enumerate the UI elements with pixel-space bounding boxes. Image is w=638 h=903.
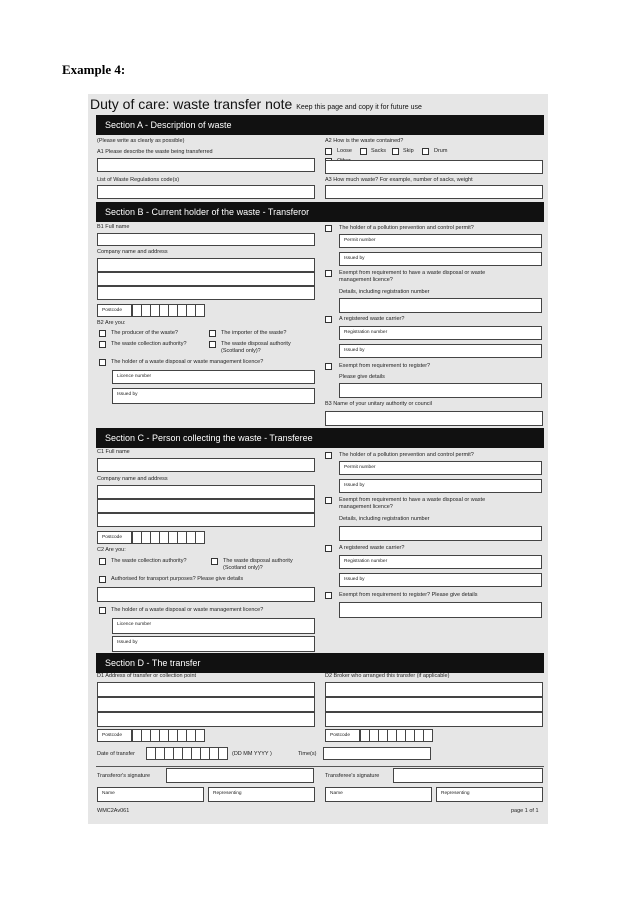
transferor-name-sign-field[interactable] bbox=[97, 787, 204, 802]
transferor-representing-field[interactable] bbox=[208, 787, 315, 802]
transferee-name-sign-field[interactable] bbox=[325, 787, 432, 802]
other-container-field[interactable] bbox=[325, 160, 543, 174]
transferor-name-field[interactable] bbox=[97, 233, 315, 246]
c1-label: C1 Full name bbox=[97, 449, 130, 455]
transfer-address-line-2[interactable] bbox=[97, 697, 315, 712]
registration-number-label: Registration number bbox=[344, 559, 388, 564]
c-licence-holder-checkbox[interactable] bbox=[99, 607, 106, 614]
c-exempt-licence-label-2: management licence? bbox=[339, 504, 393, 510]
transferee-address-line-2[interactable] bbox=[97, 499, 315, 513]
postcode-label: Postcode bbox=[330, 733, 351, 738]
example-heading: Example 4: bbox=[62, 62, 126, 77]
date-of-transfer-cells[interactable] bbox=[146, 747, 228, 760]
c-exempt-details-label: Details, including registration number bbox=[339, 516, 430, 522]
d1-label: D1 Address of transfer or collection point bbox=[97, 673, 197, 679]
c-collection-authority-label: The waste collection authority? bbox=[111, 558, 187, 564]
permit-number-field[interactable] bbox=[339, 234, 542, 248]
give-details-label: Please give details bbox=[339, 374, 385, 380]
disposal-authority-note: (Scotland only)? bbox=[221, 348, 261, 354]
sacks-label: Sacks bbox=[371, 148, 386, 154]
c-registered-carrier-label: A registered waste carrier? bbox=[339, 545, 405, 551]
c-disposal-authority-checkbox[interactable] bbox=[211, 558, 218, 565]
licence-issued-by-field[interactable] bbox=[112, 388, 315, 404]
transferee-name-field[interactable] bbox=[97, 458, 315, 472]
transport-checkbox[interactable] bbox=[99, 576, 106, 583]
transfer-address-line-3[interactable] bbox=[97, 712, 315, 727]
c-registration-issued-by-field[interactable] bbox=[339, 573, 542, 587]
a3-label: A3 How much waste? For example, number of sacks, weight bbox=[325, 177, 473, 183]
broker-line-1[interactable] bbox=[325, 682, 543, 697]
postcode-label: Postcode bbox=[102, 308, 123, 313]
postcode-label: Postcode bbox=[102, 535, 123, 540]
exempt-register-label: Exempt from requirement to register? bbox=[339, 363, 431, 369]
permit-number-label: Permit number bbox=[344, 465, 376, 470]
skip-checkbox[interactable] bbox=[392, 148, 399, 155]
section-c-header: Section C - Person collecting the waste - Transferee bbox=[96, 428, 544, 448]
c-ppc-permit-label: The holder of a pollution prevention and control permit? bbox=[339, 452, 474, 458]
permit-number-label: Permit number bbox=[344, 238, 376, 243]
c-disposal-authority-label: The waste disposal authority bbox=[223, 558, 293, 564]
representing-label: Representing bbox=[441, 791, 470, 796]
c-collection-authority-checkbox[interactable] bbox=[99, 558, 106, 565]
form-subtitle: Keep this page and copy it for future use bbox=[296, 104, 422, 111]
transferor-address-line-2[interactable] bbox=[97, 272, 315, 286]
disposal-authority-checkbox[interactable] bbox=[209, 341, 216, 348]
importer-checkbox[interactable] bbox=[209, 330, 216, 337]
producer-label: The producer of the waste? bbox=[111, 330, 178, 336]
section-a-hint: (Please write as clearly as possible) bbox=[97, 138, 185, 144]
issued-by-label: Issued by bbox=[344, 256, 365, 261]
collection-authority-checkbox[interactable] bbox=[99, 341, 106, 348]
waste-codes-field[interactable] bbox=[97, 185, 315, 199]
section-a-header: Section A - Description of waste bbox=[96, 115, 544, 135]
producer-checkbox[interactable] bbox=[99, 330, 106, 337]
c-exempt-register-label: Exempt from requirement to register? Please give details bbox=[339, 592, 478, 598]
page-number: page 1 of 1 bbox=[511, 808, 539, 814]
loose-checkbox[interactable] bbox=[325, 148, 332, 155]
registration-number-field[interactable] bbox=[339, 326, 542, 340]
c-permit-number-field[interactable] bbox=[339, 461, 542, 475]
transferee-address-line-3[interactable] bbox=[97, 513, 315, 527]
c-exempt-register-checkbox[interactable] bbox=[325, 592, 332, 599]
transferor-address-line-1[interactable] bbox=[97, 258, 315, 272]
exempt-register-checkbox[interactable] bbox=[325, 363, 332, 370]
exempt-licence-label: Exempt from requirement to have a waste disposal or waste bbox=[339, 270, 486, 276]
licence-number-label: Licence number bbox=[117, 622, 152, 627]
permit-issued-by-field[interactable] bbox=[339, 252, 542, 266]
c-exempt-licence-label: Exempt from requirement to have a waste disposal or waste bbox=[339, 497, 486, 503]
issued-by-label: Issued by bbox=[117, 640, 138, 645]
c-registered-carrier-checkbox[interactable] bbox=[325, 545, 332, 552]
c-registration-number-field[interactable] bbox=[339, 555, 542, 569]
exempt-register-details-field[interactable] bbox=[339, 383, 542, 398]
collection-authority-label: The waste collection authority? bbox=[111, 341, 187, 347]
waste-codes-label: List of Waste Regulations code(s) bbox=[97, 177, 180, 183]
transferee-representing-field[interactable] bbox=[436, 787, 543, 802]
licence-number-field[interactable] bbox=[112, 370, 315, 384]
ppc-permit-checkbox[interactable] bbox=[325, 225, 332, 232]
drum-label: Drum bbox=[434, 148, 448, 154]
waste-quantity-field[interactable] bbox=[325, 185, 543, 199]
importer-label: The importer of the waste? bbox=[221, 330, 287, 336]
licence-holder-label: The holder of a waste disposal or waste management licence? bbox=[111, 359, 264, 365]
issued-by-label: Issued by bbox=[344, 348, 365, 353]
c-ppc-permit-checkbox[interactable] bbox=[325, 452, 332, 459]
date-format-label: (DD MM YYYY ) bbox=[232, 751, 272, 757]
form-title-text: Duty of care: waste transfer note bbox=[90, 96, 293, 112]
transfer-address-line-1[interactable] bbox=[97, 682, 315, 697]
a2-label: A2 How is the waste contained? bbox=[325, 138, 404, 144]
transferor-postcode-cells[interactable] bbox=[132, 304, 205, 317]
sacks-checkbox[interactable] bbox=[360, 148, 367, 155]
representing-label: Representing bbox=[213, 791, 242, 796]
registration-number-label: Registration number bbox=[344, 330, 388, 335]
c-permit-issued-by-field[interactable] bbox=[339, 479, 542, 493]
c2-label: C2 Are you: bbox=[97, 547, 126, 553]
section-b-header: Section B - Current holder of the waste - Transferor bbox=[96, 202, 544, 222]
skip-label: Skip bbox=[403, 148, 414, 154]
drum-checkbox[interactable] bbox=[422, 148, 429, 155]
ppc-permit-label: The holder of a pollution prevention and control permit? bbox=[339, 225, 474, 231]
b3-label: B3 Name of your unitary authority or council bbox=[325, 401, 432, 407]
broker-postcode-cells[interactable] bbox=[360, 729, 433, 742]
c-exempt-licence-checkbox[interactable] bbox=[325, 497, 332, 504]
transferee-company-label: Company name and address bbox=[97, 476, 168, 482]
transferee-signature-label: Transferee's signature bbox=[325, 773, 380, 779]
waste-description-field[interactable] bbox=[97, 158, 315, 172]
transferee-postcode-label-box bbox=[97, 531, 132, 544]
registration-issued-by-field[interactable] bbox=[339, 344, 542, 358]
broker-postcode-label-box bbox=[325, 729, 360, 742]
broker-line-2[interactable] bbox=[325, 697, 543, 712]
licence-number-label: Licence number bbox=[117, 374, 152, 379]
time-label: Time(s) bbox=[298, 751, 317, 757]
exempt-details-label: Details, including registration number bbox=[339, 289, 430, 295]
d2-label: D2 Broker who arranged this transfer (if applicable) bbox=[325, 673, 450, 679]
form-code: WMC2Av061 bbox=[97, 808, 130, 814]
time-field[interactable] bbox=[323, 747, 431, 760]
issued-by-label: Issued by bbox=[344, 483, 365, 488]
form-title bbox=[90, 96, 422, 112]
transferor-signature-label: Transferor's signature bbox=[97, 773, 151, 779]
section-d-header: Section D - The transfer bbox=[96, 653, 544, 673]
exempt-licence-label-2: management licence? bbox=[339, 277, 393, 283]
name-label: Name bbox=[102, 791, 115, 796]
exempt-details-field[interactable] bbox=[339, 298, 542, 313]
registered-carrier-checkbox[interactable] bbox=[325, 316, 332, 323]
transferor-company-label: Company name and address bbox=[97, 249, 168, 255]
disposal-authority-label: The waste disposal authority bbox=[221, 341, 291, 347]
c-exempt-register-details-field[interactable] bbox=[339, 602, 542, 618]
divider bbox=[96, 766, 544, 767]
transport-details-field[interactable] bbox=[97, 587, 315, 602]
c-disposal-authority-note: (Scotland only)? bbox=[223, 565, 263, 571]
c-exempt-details-field[interactable] bbox=[339, 526, 542, 541]
transferee-postcode-cells[interactable] bbox=[132, 531, 205, 544]
issued-by-label: Issued by bbox=[117, 392, 138, 397]
b1-label: B1 Full name bbox=[97, 224, 130, 230]
d-postcode-label-box bbox=[97, 729, 132, 742]
transfer-postcode-cells[interactable] bbox=[132, 729, 205, 742]
c-licence-issued-by-field[interactable] bbox=[112, 636, 315, 652]
issued-by-label: Issued by bbox=[344, 577, 365, 582]
broker-line-3[interactable] bbox=[325, 712, 543, 727]
loose-label: Loose bbox=[337, 148, 352, 154]
transferee-signature-field[interactable] bbox=[393, 768, 543, 783]
exempt-licence-checkbox[interactable] bbox=[325, 270, 332, 277]
postcode-label: Postcode bbox=[102, 733, 123, 738]
name-label: Name bbox=[330, 791, 343, 796]
transferor-address-line-3[interactable] bbox=[97, 286, 315, 300]
transferor-postcode-label-box bbox=[97, 304, 132, 317]
c-licence-holder-label: The holder of a waste disposal or waste management licence? bbox=[111, 607, 264, 613]
transferor-signature-field[interactable] bbox=[166, 768, 314, 783]
c-licence-number-field[interactable] bbox=[112, 618, 315, 634]
a1-label: A1 Please describe the waste being transferred bbox=[97, 149, 213, 155]
council-name-field[interactable] bbox=[325, 411, 543, 426]
licence-holder-checkbox[interactable] bbox=[99, 359, 106, 366]
date-of-transfer-label: Date of transfer bbox=[97, 751, 135, 757]
registered-carrier-label: A registered waste carrier? bbox=[339, 316, 405, 322]
b2-label: B2 Are you: bbox=[97, 320, 126, 326]
transport-label: Authorised for transport purposes? Please give details bbox=[111, 576, 244, 582]
transferee-address-line-1[interactable] bbox=[97, 485, 315, 499]
